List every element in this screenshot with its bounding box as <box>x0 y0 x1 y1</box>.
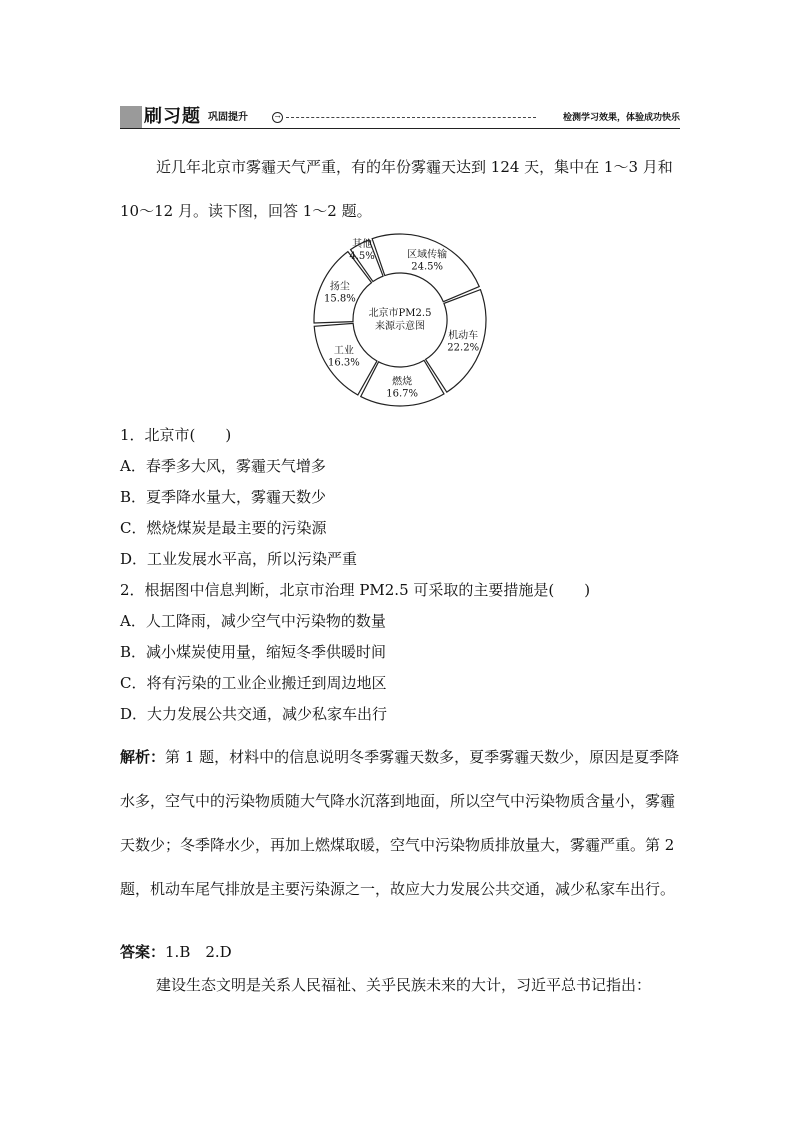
pm25-source-chart <box>300 228 500 412</box>
q1-option-b: B．夏季降水量大，雾霾天数少 <box>120 488 327 506</box>
header-gray-block <box>120 106 142 128</box>
answer-label: 答案： <box>120 943 166 961</box>
header-subtitle: 巩固提升 <box>208 112 248 123</box>
q2-option-d: D．大力发展公共交通，减少私家车出行 <box>120 705 388 723</box>
slice-value-label: 16.3% <box>327 357 360 369</box>
q2-option-b: B．减小煤炭使用量，缩短冬季供暖时间 <box>120 643 387 661</box>
q2-option-a: A．人工降雨，减少空气中污染物的数量 <box>120 612 386 630</box>
q1-option-d: D．工业发展水平高，所以污染严重 <box>120 550 358 568</box>
intro-paragraph: 近几年北京市雾霾天气严重，有的年份雾霾天达到 124 天，集中在 1～3 月和 10～12 月。读下图，回答 1～2 题。 <box>120 158 673 220</box>
answer-text: 1.B 2.D <box>165 943 232 961</box>
chart-center-label-1: 北京市PM2.5 <box>368 308 432 319</box>
analysis-label: 解析： <box>120 748 166 766</box>
slice-value-label: 15.8% <box>324 293 356 305</box>
q1-stem: 1．北京市( ) <box>120 426 232 444</box>
q2-stem: 2．根据图中信息判断，北京市治理 PM2.5 可采取的主要措施是( ) <box>120 581 591 599</box>
slice-name-label: 其他 <box>352 238 373 250</box>
header-dashed-line <box>286 117 536 118</box>
header-title: 刷习题 <box>144 106 201 127</box>
q1-option-c: C．燃烧煤炭是最主要的污染源 <box>120 519 327 537</box>
q1-option-a: A．春季多大风，雾霾天气增多 <box>120 457 326 475</box>
header-underline <box>120 128 680 129</box>
slice-name-label: 工业 <box>333 345 354 357</box>
analysis-paragraph <box>120 735 680 911</box>
slice-name-label: 扬尘 <box>329 281 350 293</box>
chart-center-label-2: 来源示意图 <box>375 321 425 332</box>
last-paragraph: 建设生态文明是关系人民福祉、关乎民族未来的大计，习近平总书记指出： <box>156 976 652 994</box>
slice-name-label: 机动车 <box>448 330 479 342</box>
slice-name-label: 燃烧 <box>392 376 413 388</box>
section-header <box>120 106 680 128</box>
slice-value-label: 22.2% <box>447 342 480 354</box>
donut-svg <box>300 228 500 408</box>
header-right-text: 检测学习效果，体验成功快乐 <box>562 113 680 123</box>
slice-value-label: 24.5% <box>411 261 444 273</box>
analysis-text: 第 1 题，材料中的信息说明冬季雾霾天数多，夏季雾霾天数少，原因是夏季降水多，空气中的污染物质随大气降水沉落到地面，所以空气中污染物质含量小，雾霾天数少；冬季降水少，再加上燃煤取暖，空气中污染物质排放量大，雾霾严重。第 2 题，机动车尾气排放是主要污染源之一，故应大力发展公共交通，减少私家车出行。 <box>120 748 680 898</box>
slice-name-label: 区域传输 <box>407 249 448 261</box>
q2-option-c: C．将有污染的工业企业搬迁到周边地区 <box>120 674 387 692</box>
slice-value-label: 16.7% <box>386 388 419 400</box>
answer-line <box>120 942 680 962</box>
circle-arrow-icon: → <box>272 112 283 123</box>
slice-value-label: 4.5% <box>349 250 375 262</box>
